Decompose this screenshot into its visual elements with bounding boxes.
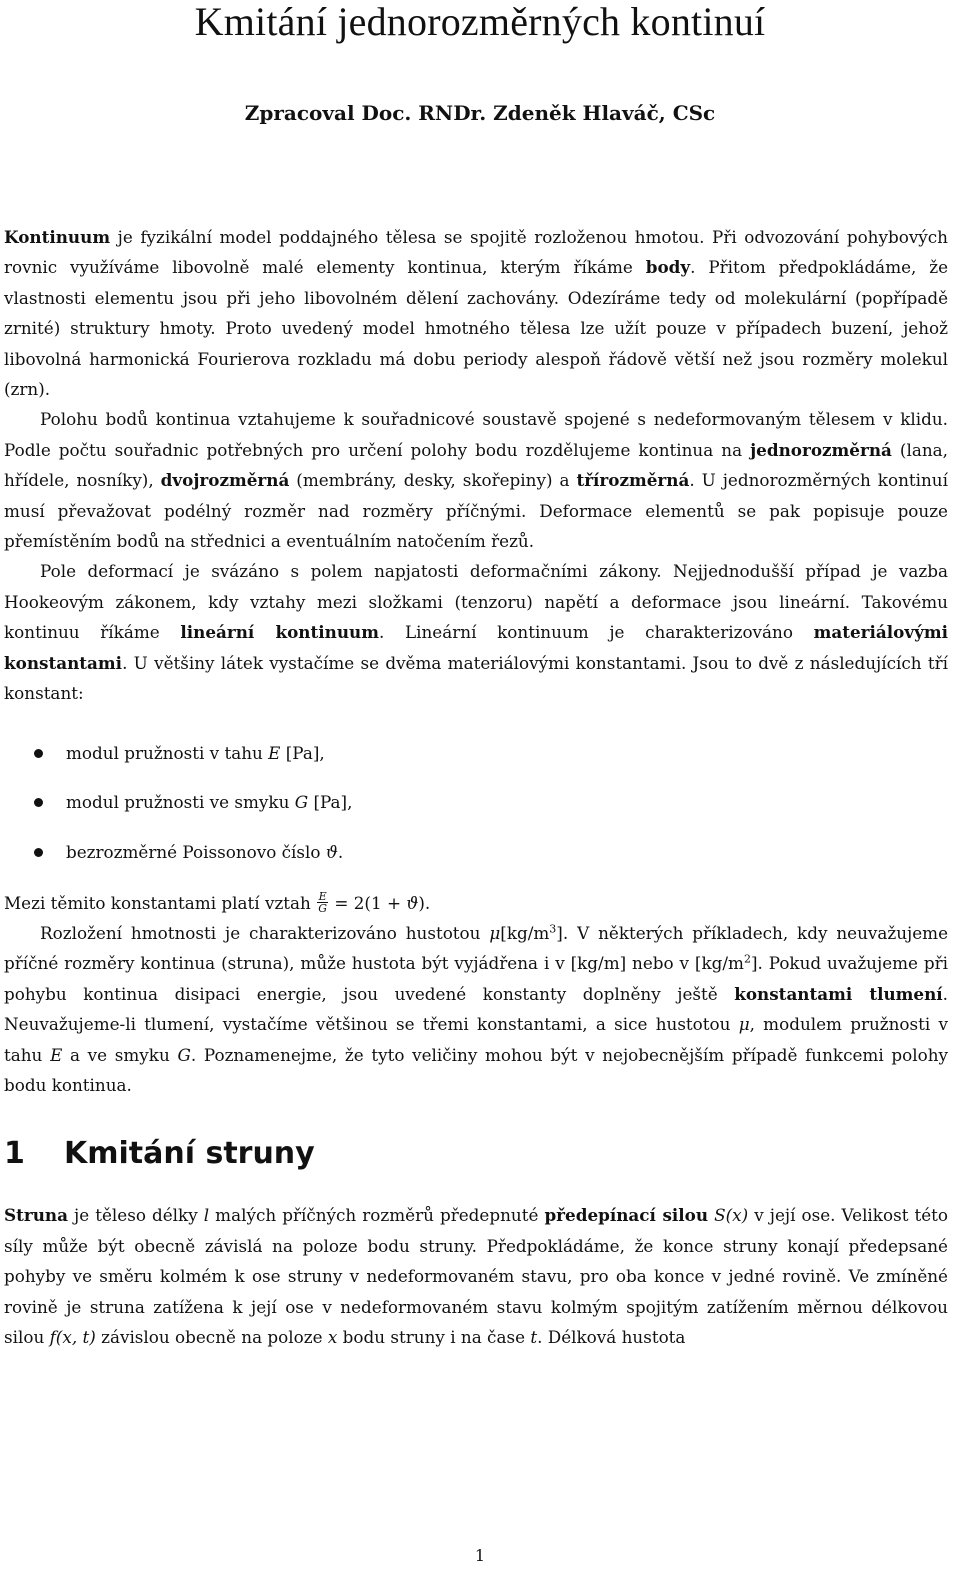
list-item xyxy=(4,739,948,767)
term-dvojrozmerna: dvojrozměrná xyxy=(160,470,290,491)
list-item-text: modul pružnosti v tahu xyxy=(66,742,269,763)
fraction-numerator: E xyxy=(318,889,327,903)
text-run: . Přitom předpokládáme, že vlastnosti elementu jsou při jeho libovolném dělení zachovány. Odezíráme tedy od molekulární (popřípadě zrnité) struktury hmoty. Proto uvedený model hmotného tělesa lze užít pouze v případech buzení, jehož libovolná harmonická Fourierova rozkladu má dobu periody alespoň řádově větší než jsou rozměry molekul (zrn). xyxy=(4,257,948,400)
list-item-unit: [Pa], xyxy=(280,742,325,763)
section-paragraph xyxy=(4,1200,948,1352)
page-number: 1 xyxy=(474,1546,486,1565)
text-run: . Poznamenejme, že tyto veličiny mohou být v nejobecnějším případě funkcemi polohy bodu kontinua. xyxy=(4,1044,948,1095)
bullet-icon xyxy=(34,749,43,758)
text-run: (lana, hřídele, nosníky), xyxy=(4,439,948,491)
text-run: . U většiny látek vystačíme se dvěma materiálovými konstantami. Jsou to dvě z následujících tří konstant: xyxy=(4,652,948,704)
section-heading xyxy=(4,1134,948,1174)
math-symbol: l xyxy=(203,1205,210,1226)
section-number: 1 xyxy=(4,1136,25,1172)
term-predepinaci-sila: předepínací silou xyxy=(544,1205,709,1226)
math-symbol: G xyxy=(294,792,309,812)
exponent: 3 xyxy=(549,922,557,936)
fraction-e-over-g xyxy=(317,891,328,914)
math-symbol: x xyxy=(327,1326,338,1347)
math-symbol: E xyxy=(50,1044,63,1065)
list-item xyxy=(4,838,948,866)
term-materialove-konstanty: materiálovými konstantami xyxy=(4,622,948,673)
author-line: Zpracoval Doc. RNDr. Zdeněk Hlaváč, CSc xyxy=(244,101,716,125)
intro-paragraph-1 xyxy=(4,222,948,404)
text-run: v její ose. Velikost této síly může být obecně závislá na poloze bodu struny. Předpokládáme, že konce struny konají předepsané pohyby ve směru kolmém k ose struny v nedeformovaném stavu, pro oba konce v jedné rovině. Ve zmíněné rovině je struna zatížena k její ose v nedeformovaném stavu kolmým spojitým zatížením měrnou délkovou silou xyxy=(4,1205,949,1347)
relation-paragraph xyxy=(4,888,948,918)
text-run: je těleso délky xyxy=(68,1205,204,1226)
text-run: malých příčných rozměrů předepnuté xyxy=(209,1205,545,1226)
document-title: Kmitání jednorozměrných kontinuí xyxy=(194,0,766,44)
text-run: [kg/m xyxy=(500,922,550,943)
intro-paragraph-3 xyxy=(4,556,948,708)
text-run: ). xyxy=(418,892,431,913)
text-run: . Délková hustota xyxy=(537,1326,686,1347)
term-konstanty-tlumeni: konstantami tlumení xyxy=(734,983,943,1004)
term-linearni-kontinuum: lineární kontinuum xyxy=(180,622,379,643)
list-item-unit: [Pa], xyxy=(308,792,353,812)
term-body: body xyxy=(645,257,691,278)
math-symbol: μ xyxy=(738,1014,750,1035)
text-run: ]. V některých příkladech, kdy neuvažujeme příčné rozměry kontinua (struna), může hustota být vyjádřena i v [kg/m] nebo v [kg/m xyxy=(4,922,949,974)
math-symbol: S(x) xyxy=(708,1205,749,1226)
constants-list xyxy=(4,739,948,866)
text-run: je fyzikální model poddajného tělesa se spojitě rozloženou hmotou. Při odvozování pohybových rovnic využíváme libovolně malé elementy kontinua, kterým říkáme xyxy=(4,227,948,278)
text-run: . Lineární kontinuum je charakterizováno xyxy=(378,622,814,643)
term-jednorozmerna: jednorozměrná xyxy=(750,439,892,460)
list-item xyxy=(4,788,948,816)
text-run: závislou obecně na poloze xyxy=(95,1326,328,1347)
math-symbol: t xyxy=(530,1326,538,1347)
math-symbol: μ xyxy=(489,922,501,943)
document-body xyxy=(4,222,948,1352)
text-run: Mezi těmito konstantami platí vztah xyxy=(4,892,317,913)
list-item-unit: . xyxy=(337,841,344,862)
text-run: . U jednorozměrných kontinuí musí převažovat podélný rozměr nad rozměry příčnými. Deformace elementů se pak popisuje pouze přemístěním bodů na střednici a eventuálním natočením řezů. xyxy=(4,470,948,552)
term-struna: Struna xyxy=(4,1205,68,1226)
list-item-text: modul pružnosti ve smyku xyxy=(66,792,295,812)
text-run: ]. Pokud uvažujeme při pohybu kontinua disipaci energie, jsou uvedené konstanty doplněny ještě xyxy=(4,953,948,1004)
text-run: a ve smyku xyxy=(62,1044,178,1065)
text-run: Pole deformací je svázáno s polem napjatosti deformačními zákony. Nejjednodušší případ je vazba Hookeovým zákonem, kdy vztahy mezi složkami (tenzoru) napětí a deformace jsou lineární. Takovému kontinuu říkáme xyxy=(4,561,948,643)
bullet-icon xyxy=(34,848,43,857)
list-item-text: bezrozměrné Poissonovo číslo xyxy=(66,841,326,862)
intro-paragraph-2 xyxy=(4,404,948,556)
math-symbol: G xyxy=(177,1044,191,1065)
fraction-denominator: G xyxy=(318,901,327,915)
term-kontinuum: Kontinuum xyxy=(4,227,111,247)
text-run: . Neuvažujeme-li tlumení, vystačíme většinou se třemi konstantami, a sice hustotou xyxy=(4,983,948,1035)
exponent: 2 xyxy=(743,952,751,966)
text-run: , modulem pružnosti v tahu xyxy=(4,1014,948,1065)
density-paragraph xyxy=(4,918,948,1100)
section-title: Kmitání struny xyxy=(64,1136,315,1172)
math-symbol: ϑ xyxy=(406,892,419,913)
text-run: bodu struny i na čase xyxy=(337,1326,531,1347)
bullet-icon xyxy=(34,798,43,807)
math-symbol: ϑ xyxy=(325,841,338,862)
text-run: Polohu bodů kontinua vztahujeme k souřadnicové soustavě spojené s nedeformovaným tělesem v klidu. Podle počtu souřadnic potřebných pro určení polohy bodu rozdělujeme kontinua na xyxy=(4,409,948,460)
math-symbol: E xyxy=(268,742,281,763)
math-symbol: f(x, t) xyxy=(49,1326,96,1347)
text-run: Rozložení hmotnosti je charakterizováno hustotou xyxy=(40,922,490,943)
text-run: (membrány, desky, skořepiny) a xyxy=(289,470,577,491)
term-trirozmerna: třírozměrná xyxy=(576,470,690,491)
text-run: = 2(1 + xyxy=(328,892,407,913)
